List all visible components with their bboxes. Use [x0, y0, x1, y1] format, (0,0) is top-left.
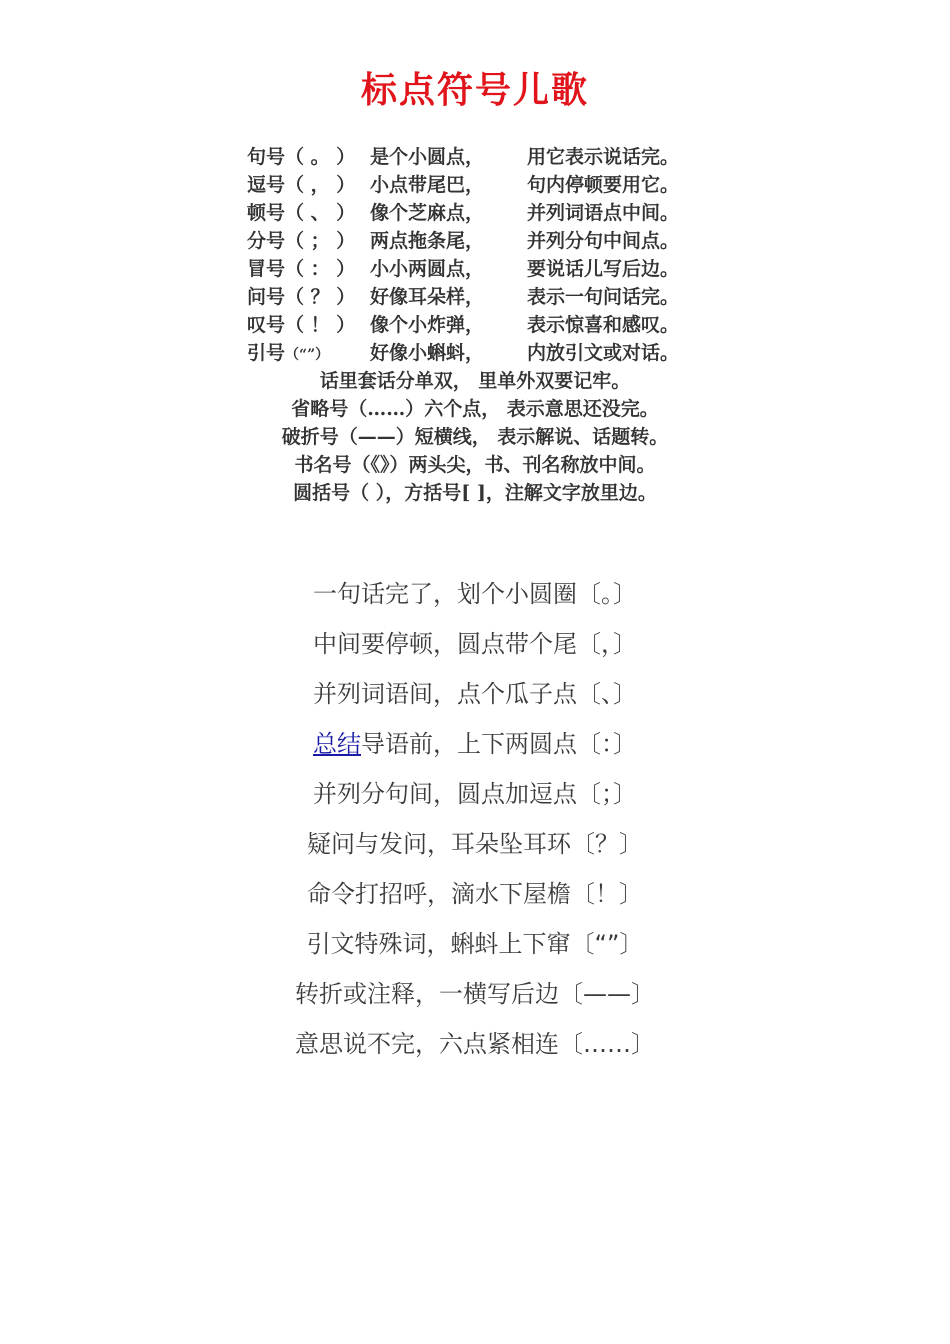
song-line: 意思说不完，六点紧相连〔……〕	[295, 1030, 655, 1058]
mark-name: 冒号（ ： ）	[247, 258, 356, 280]
mark-use: 要说话儿写后边。	[527, 258, 680, 280]
mark-name: 逗号（ ， ）	[247, 174, 356, 196]
mark-desc: 像个芝麻点，	[370, 202, 485, 224]
mark-desc: 好像小蝌蚪，	[370, 342, 485, 364]
mark-name: 引号	[247, 342, 286, 364]
mark-desc: 两点拖条尾，	[370, 230, 485, 252]
song-line: 转折或注释，一横写后边〔——〕	[295, 980, 655, 1008]
song-line: 疑问与发问，耳朵坠耳环〔？〕	[307, 830, 643, 858]
mark-name: 问号（ ？ ）	[247, 286, 356, 308]
mark-use: 表示一句问话完。	[527, 286, 680, 308]
mark-use: 句内停顿要用它。	[527, 174, 680, 196]
song-line: 引文特殊词，蝌蚪上下窜〔“”〕	[306, 930, 644, 958]
mark-name: 叹号（ ！ ）	[247, 314, 356, 336]
mark-desc: 像个小炸弹，	[370, 314, 485, 336]
mark-desc: 小小两圆点，	[370, 258, 485, 280]
quote-mark: （“”）	[285, 347, 330, 363]
song-line: 中间要停顿，圆点带个尾〔，〕	[313, 630, 637, 658]
rhyme-line: 书名号（《》）两头尖，书、刊名称放中间。	[294, 454, 656, 476]
rhyme-line: 省略号（……）六个点， 表示意思还没完。	[291, 398, 659, 420]
summary-link[interactable]: 总结	[313, 730, 361, 758]
page-title: 标点符号儿歌	[360, 69, 589, 111]
mark-name: 分号（ ； ）	[247, 230, 356, 252]
mark-name: 顿号（ 、 ）	[247, 202, 356, 224]
rhyme-line: 破折号（——）短横线， 表示解说、话题转。	[281, 426, 669, 448]
mark-use: 并列词语点中间。	[527, 202, 680, 224]
mark-desc: 小点带尾巴，	[370, 174, 485, 196]
song-line: 并列分句间，圆点加逗点〔；〕	[313, 780, 637, 808]
rhyme-line: 圆括号（ ），方括号[ ]，注解文字放里边。	[293, 482, 657, 504]
mark-use: 表示惊喜和感叹。	[527, 314, 680, 336]
song-line: 并列词语间，点个瓜子点〔、〕	[313, 680, 637, 708]
mark-name: 句号（ 。 ）	[247, 146, 356, 168]
mark-name-wrap	[247, 339, 329, 369]
mark-desc: 好像耳朵样，	[370, 286, 485, 308]
song-line-with-link	[0, 724, 950, 764]
mark-use: 并列分句中间点。	[527, 230, 680, 252]
mark-use: 内放引文或对话。	[527, 342, 680, 364]
song-line-text: 导语前，上下两圆点〔：〕	[361, 730, 637, 758]
mark-use: 用它表示说话完。	[527, 146, 680, 168]
song-line: 一句话完了，划个小圆圈〔。〕	[313, 580, 637, 608]
mark-desc: 是个小圆点，	[370, 146, 485, 168]
song-line: 命令打招呼，滴水下屋檐〔！〕	[307, 880, 643, 908]
rhyme-line: 话里套话分单双， 里单外双要记牢。	[319, 370, 631, 392]
